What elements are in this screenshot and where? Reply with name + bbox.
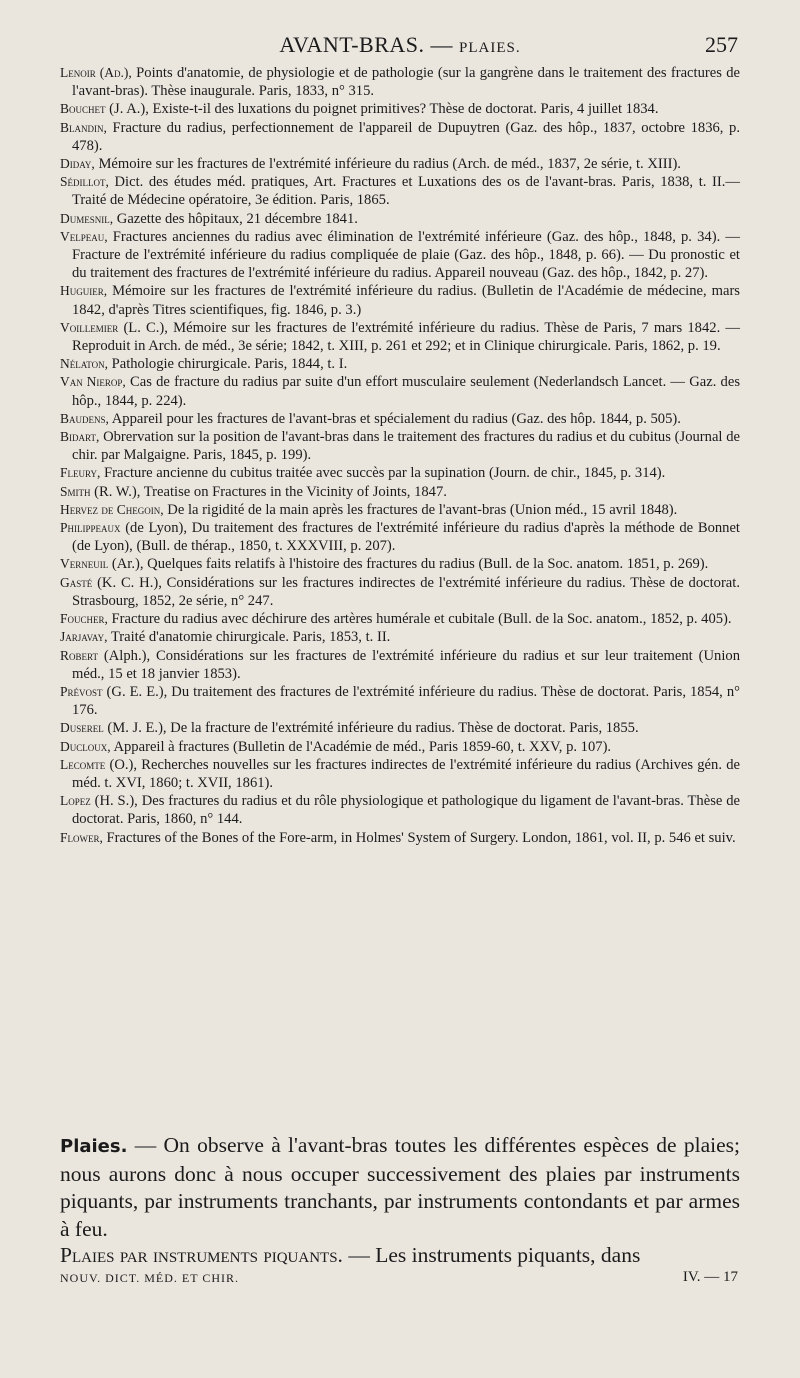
entry-text: (J. A.), Existe-t-il des luxations du poignet primitives? Thèse de doctorat. Paris, 4 juillet 1834. (105, 101, 659, 118)
bibliography-entry (60, 756, 740, 792)
entry-author: Verneuil (60, 556, 109, 572)
body-paragraph (60, 1132, 740, 1243)
entry-text: Traité d'anatomie chirurgicale. Paris, 1853, t. II. (107, 629, 391, 646)
bibliography-entry (60, 282, 740, 318)
bibliography-entry (60, 228, 740, 283)
entry-author: Philippeaux (60, 520, 121, 536)
entry-text: (K. C. H.), Considérations sur les fractures indirectes de l'extrémité inférieure du radius. Thèse de doctorat. Strasbourg, 1852, 2e série, n° 247. (72, 574, 740, 609)
entry-author: Van Nierop, (60, 374, 126, 390)
entry-text: Pathologie chirurgicale. Paris, 1844, t. I. (107, 356, 348, 373)
footer-volume: IV. — 17 (682, 1269, 738, 1285)
subsection-heading: Plaies par instruments piquants. (60, 1243, 343, 1267)
bibliography-entry (60, 319, 740, 355)
entry-text: Mémoire sur les fractures de l'extrémité inférieure du radius. (Bulletin de l'Académie de médecine, mars 1842, d'après Titres scientifiques, fig. 1846, p. 3.) (72, 283, 740, 318)
running-title-dash: — (430, 32, 453, 57)
entry-text: Obrervation sur la position de l'avant-bras dans le traitement des fractures du radius et du cubitus (Journal de chir. par Malgaigne. Paris, 1845, p. 199). (72, 429, 740, 464)
paragraph-text: — On observe à l'avant-bras toutes les différentes espèces de plaies; nous aurons donc à nous occuper successivement des plaies par instruments piquants, par instruments tranchants, par instruments contondants et par armes à feu. (60, 1133, 740, 1241)
entry-author: Bidart, (60, 429, 100, 445)
footer-signature: NOUV. DICT. MÉD. ET CHIR. (60, 1271, 240, 1285)
entry-author: Lecomte (60, 756, 106, 772)
bibliography-entry (60, 555, 740, 573)
entry-text: De la rigidité de la main après les fractures de l'avant-bras (Union méd., 15 avril 1848). (163, 501, 678, 518)
entry-text: Gazette des hôpitaux, 21 décembre 1841. (113, 210, 358, 227)
entry-text: Fracture ancienne du cubitus traitée avec succès par la supination (Journ. de chir., 1845, p. 314). (100, 465, 666, 482)
entry-author: Voillemier (60, 319, 119, 335)
running-header (60, 32, 740, 60)
bibliography-entry (60, 719, 740, 737)
bibliography-entry (60, 574, 740, 610)
entry-text: (R. W.), Treatise on Fractures in the Vicinity of Joints, 1847. (90, 483, 447, 500)
bibliography-list (60, 64, 740, 847)
bibliography-entry (60, 210, 740, 228)
bibliography-entry (60, 792, 740, 828)
bibliography-entry (60, 119, 740, 155)
entry-text: Appareil pour les fractures de l'avant-bras et spécialement du radius (Gaz. des hôp. 1844, p. 505). (108, 410, 681, 427)
bibliography-entry (60, 519, 740, 555)
entry-text: Mémoire sur les fractures de l'extrémité inférieure du radius (Arch. de méd., 1837, 2e série, t. XIII). (94, 156, 681, 173)
bibliography-entry (60, 647, 740, 683)
entry-author: Foucher, (60, 611, 108, 627)
bibliography-entry (60, 428, 740, 464)
entry-text: Appareil à fractures (Bulletin de l'Académie de méd., Paris 1859-60, t. XXV, p. 107). (110, 738, 612, 755)
entry-author: Huguier, (60, 283, 108, 299)
entry-author: Lopez (60, 793, 91, 809)
bibliography-entry (60, 483, 740, 501)
entry-author: Velpeau, (60, 228, 108, 244)
entry-text: Fractures anciennes du radius avec élimination de l'extrémité inférieure (Gaz. des hôp., 1848, p. 34). — Fracture de l'extrémité inférieure du radius compliquée de plaie (Gaz. des hôp., 1848, p. 66). — Du pronostic et du traitement des fractures de l'extrémité inférieure du radius. Appareil nouveau (Gaz. des hôp., 1842, p. 27). (72, 228, 740, 282)
bibliography-entry (60, 173, 740, 209)
entry-author: Duserel (60, 720, 104, 736)
bibliography-entry (60, 355, 740, 373)
page-footer (60, 1271, 740, 1291)
entry-text: (de Lyon), Du traitement des fractures de l'extrémité inférieure du radius d'après la méthode de Bonnet (de Lyon), (Bull. de thérap., 1850, t. XXXVIII, p. 207). (72, 520, 740, 555)
bibliography-entry (60, 610, 740, 628)
entry-text: (H. S.), Des fractures du radius et du rôle physiologique et pathologique du ligament de l'avant-bras. Thèse de doctorat. Paris, 1860, n° 144. (72, 793, 740, 828)
page-number: 257 (705, 32, 738, 57)
bibliography-entry (60, 829, 740, 847)
entry-text: (G. E. E.), Du traitement des fractures de l'extrémité inférieure du radius. Thèse de doctorat. Paris, 1854, n° 176. (72, 683, 740, 719)
entry-author: Jarjavay, (60, 629, 108, 645)
entry-author: Dumesnil, (60, 210, 114, 226)
body-subparagraph (60, 1242, 740, 1270)
running-title (60, 32, 740, 58)
entry-text: Fracture du radius, perfectionnement de l'appareil de Dupuytren (Gaz. des hôp., 1837, octobre 1836, p. 478). (72, 119, 740, 154)
bibliography-entry (60, 373, 740, 409)
section-heading: Plaies. (60, 1136, 128, 1157)
subparagraph-text: — Les instruments piquants, dans (342, 1243, 641, 1267)
entry-author: Blandin, (60, 119, 107, 135)
bibliography-entry (60, 155, 740, 173)
bibliography-entry (60, 64, 740, 100)
bibliography-entry (60, 464, 740, 482)
entry-author: Baudens, (60, 410, 109, 426)
bibliography-entry (60, 501, 740, 519)
entry-text: Points d'anatomie, de physiologie et de pathologie (sur la gangrène dans le traitement des fractures de l'avant-bras). Thèse inaugurale. Paris, 1833, n° 315. (72, 65, 741, 100)
entry-author: Lenoir (Ad.), (60, 65, 132, 80)
running-title-main: AVANT-BRAS. (279, 32, 425, 57)
entry-author: Ducloux, (60, 738, 111, 754)
entry-author: Hervez de Chegoin, (60, 501, 164, 517)
entry-author: Gasté (60, 574, 93, 590)
entry-text: Cas de fracture du radius par suite d'un effort musculaire seulement (Nederlandsch Lancet. — Gaz. des hôp., 1844, p. 224). (72, 374, 741, 409)
entry-text: (O.), Recherches nouvelles sur les fractures indirectes de l'extrémité inférieure du radius (Archives gén. de méd. t. XVI, 1860; t. XVII, 1861). (72, 756, 740, 791)
entry-text: Dict. des études méd. pratiques, Art. Fractures et Luxations des os de l'avant-bras. Paris, 1838, t. II.— Traité de Médecine opératoire, 3e édition. Paris, 1865. (72, 174, 740, 209)
bibliography-entry (60, 410, 740, 428)
entry-author: Fleury, (60, 465, 101, 481)
entry-author: Sédillot, (60, 174, 109, 190)
entry-author: Prévost (60, 683, 103, 699)
entry-author: Smith (60, 483, 91, 499)
running-title-section: PLAIES. (459, 40, 521, 56)
entry-text: (Ar.), Quelques faits relatifs à l'histoire des fractures du radius (Bull. de la Soc. anatom. 1851, p. 269). (108, 556, 709, 573)
bibliography-entry (60, 100, 740, 118)
entry-text: (Alph.), Considérations sur les fractures de l'extrémité inférieure du radius et sur leur traitement (Union méd., 15 et 18 janvier 1853). (72, 647, 740, 682)
bibliography-entry (60, 683, 740, 719)
entry-author: Nélaton, (60, 356, 108, 372)
bibliography-entry (60, 628, 740, 646)
entry-text: (L. C.), Mémoire sur les fractures de l'extrémité inférieure du radius. Thèse de Paris, 7 mars 1842. — Reproduit in Arch. de méd., 3e série; 1842, t. XIII, p. 261 et 292; et in Clinique chirurgicale. Paris, 1862, p. 19. (72, 319, 740, 355)
entry-text: Fracture du radius avec déchirure des artères humérale et cubitale (Bull. de la Soc. anatom., 1852, p. 405). (107, 611, 732, 628)
entry-author: Bouchet (60, 101, 106, 117)
entry-text: Fractures of the Bones of the Fore-arm, in Holmes' System of Surgery. London, 1861, vol. II, p. 546 et suiv. (102, 829, 736, 846)
entry-text: (M. J. E.), De la fracture de l'extrémité inférieure du radius. Thèse de doctorat. Paris, 1855. (103, 720, 639, 737)
entry-author: Flower, (60, 829, 103, 845)
entry-author: Diday, (60, 156, 95, 172)
entry-author: Robert (60, 647, 98, 663)
bibliography-entry (60, 738, 740, 756)
